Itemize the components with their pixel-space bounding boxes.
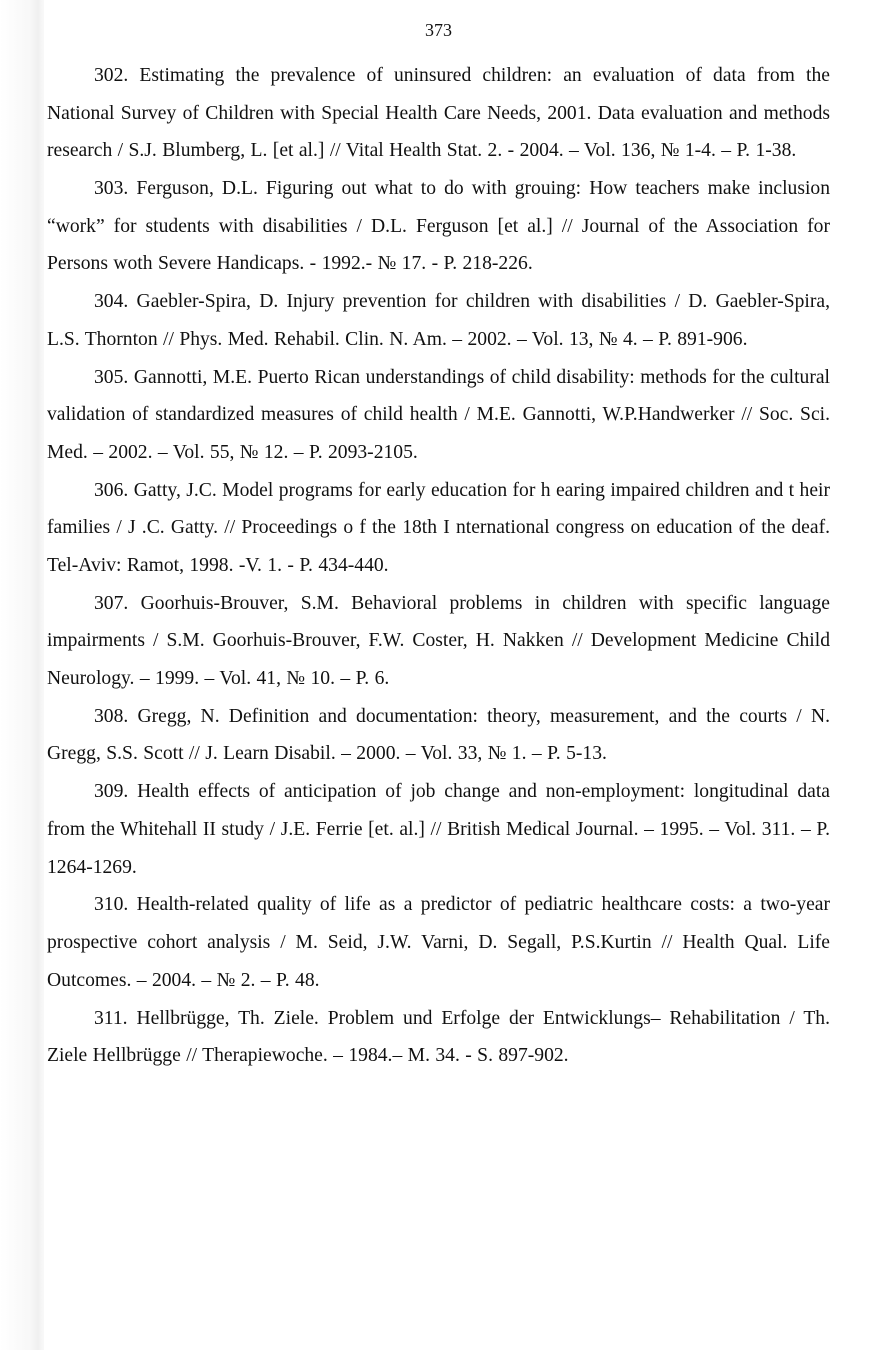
page-number: 373 xyxy=(425,20,452,40)
reference-302: 302. Estimating the prevalence of uninsured children: an evaluation of data from the National Survey of Children with Special Health Care Needs, 2001. Data evaluation and methods research / S.J. Blumberg, L. [et al.] // Vital Health Stat. 2. - 2004. – Vol. 136, № 1-4. – P. 1-38. xyxy=(47,65,830,162)
scan-binding-shadow xyxy=(0,0,44,1350)
reference-304: 304. Gaebler-Spira, D. Injury prevention for children with disabilities / D. Gaebler-Spira, L.S. Thornton // Phys. Med. Rehabil. Clin. N. Am. – 2002. – Vol. 13, № 4. – P. 891-906. xyxy=(47,291,830,350)
reference-311: 311. Hellbrügge, Th. Ziele. Problem und Erfolge der Entwicklungs– Rehabilitation / Th. Ziele Hellbrügge // Therapiewoche. – 1984.– M. 34. - S. 897-902. xyxy=(47,1007,830,1067)
reference-309: 309. Health effects of anticipation of job change and non-employment: longitudinal data from the Whitehall II study / J.E. Ferrie [et. al.] // British Medical Journal. – 1995. – Vol. 311. – P. 1264-1269. xyxy=(47,781,830,878)
reference-list xyxy=(47,57,830,1075)
reference-308: 308. Gregg, N. Definition and documentation: theory, measurement, and the courts / N. Gregg, S.S. Scott // J. Learn Disabil. – 2000. – Vol. 33, № 1. – P. 5-13. xyxy=(47,705,830,765)
reference-305: 305. Gannotti, M.E. Puerto Rican understandings of child disability: methods for the cultural validation of standardized measures of child health / M.E. Gannotti, W.P.Handwerker // Soc. Sci. Med. – 2002. – Vol. 55, № 12. – P. 2093-2105. xyxy=(47,366,830,463)
reference-303: 303. Ferguson, D.L. Figuring out what to do with grouing: How teachers make inclusion “work” for students with disabilities / D.L. Ferguson [et al.] // Journal of the Association for Persons woth Severe Handicaps. - 1992.- № 17. - P. 218-226. xyxy=(47,178,830,275)
reference-310: 310. Health-related quality of life as a predictor of pediatric healthcare costs: a two-year prospective cohort analysis / M. Seid, J.W. Varni, D. Segall, P.S.Kurtin // Health Qual. Life Outcomes. – 2004. – № 2. – P. 48. xyxy=(47,894,830,991)
reference-307: 307. Goorhuis-Brouver, S.M. Behavioral problems in children with specific language impairments / S.M. Goorhuis-Brouver, F.W. Coster, H. Nakken // Development Medicine Child Neurology. – 1999. – Vol. 41, № 10. – P. 6. xyxy=(47,592,830,689)
reference-306: 306. Gatty, J.C. Model programs for early education for h earing impaired children and t heir families / J .C. Gatty. // Proceedings o f the 18th I nternational congress on education of the deaf. Tel-Aviv: Ramot, 1998. -V. 1. - P. 434-440. xyxy=(47,479,830,576)
